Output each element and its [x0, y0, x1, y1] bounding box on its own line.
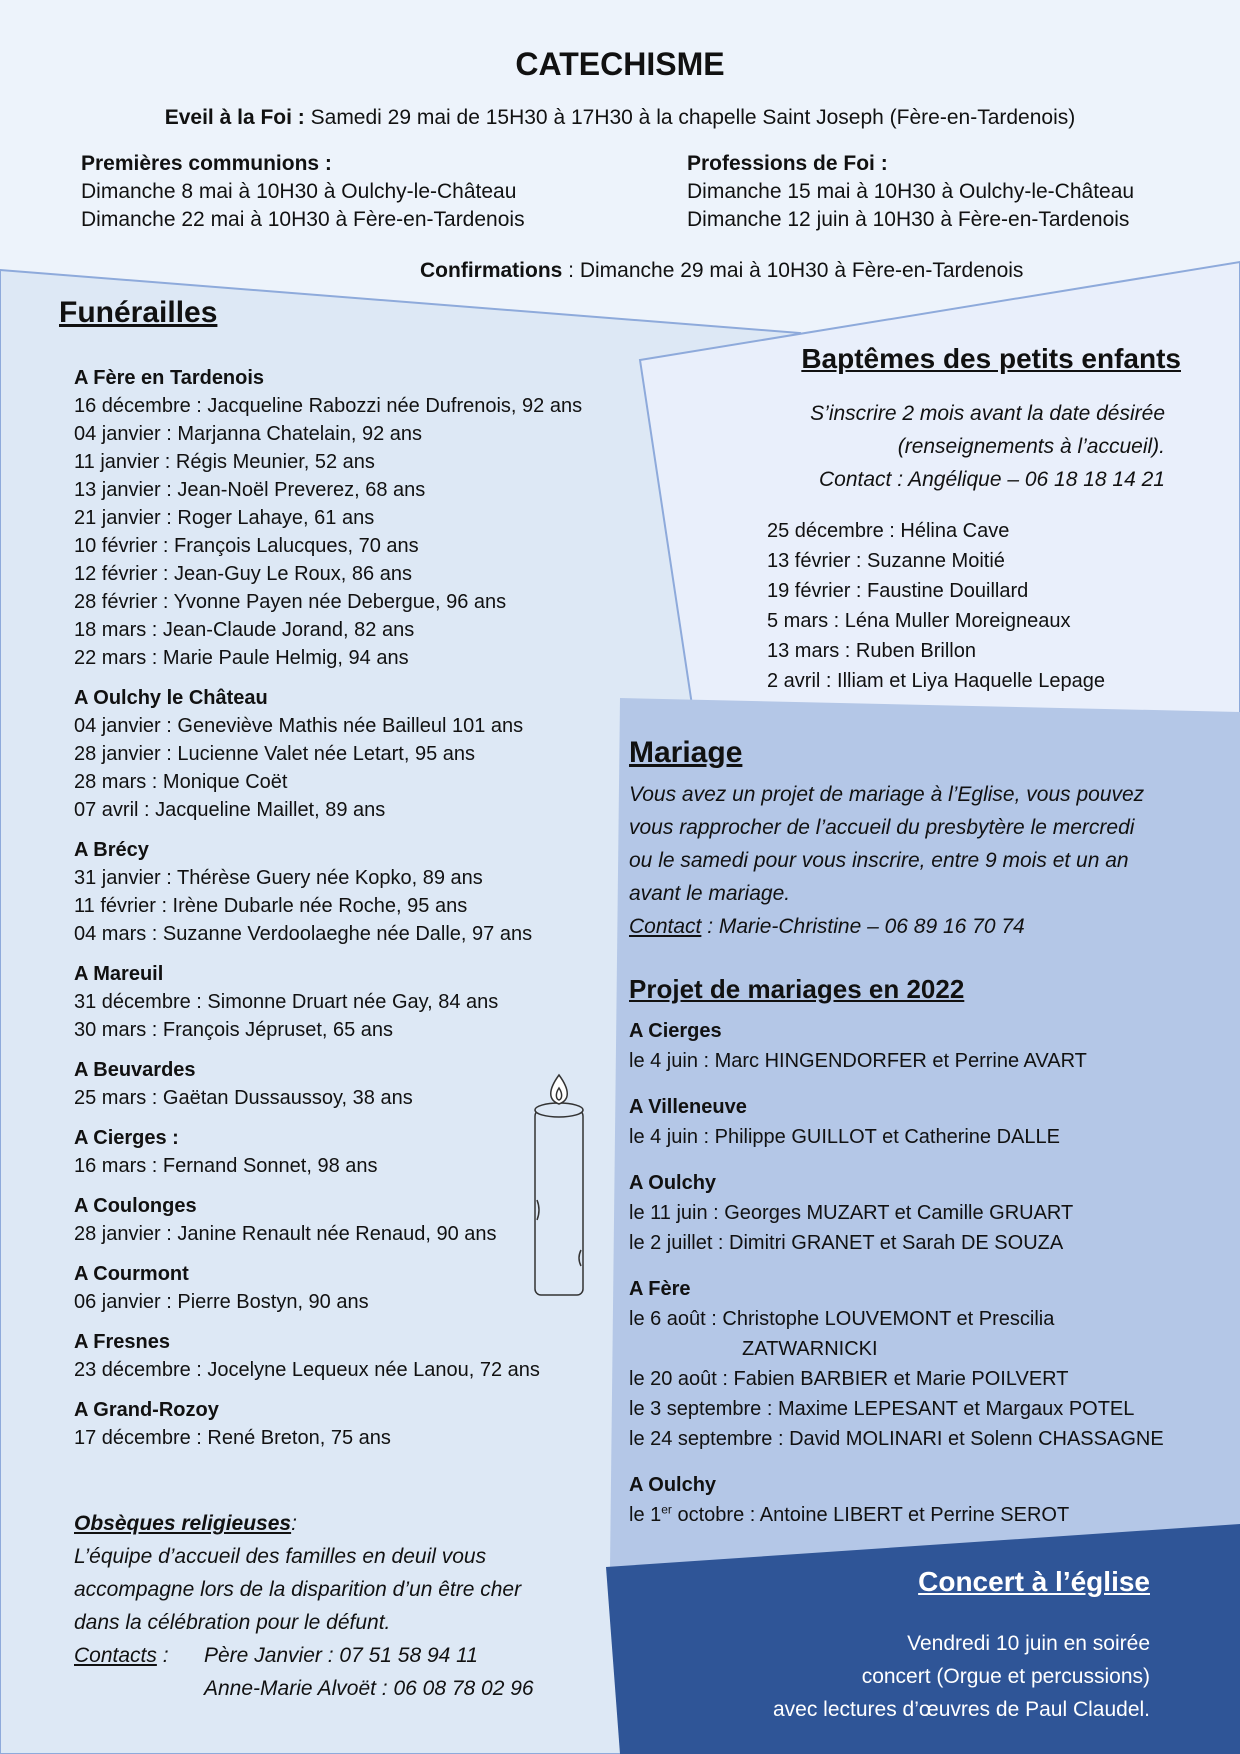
- mariage-text-line: vous rapprocher de l’accueil du presbytère le mercredi: [629, 816, 1135, 839]
- professions-label: Professions de Foi :: [687, 152, 888, 175]
- obseques-line: L’équipe d’accueil des familles en deuil vous: [74, 1545, 487, 1568]
- contacts-colon: :: [156, 1644, 169, 1667]
- eveil-label: Eveil à la Foi :: [164, 106, 305, 129]
- date-prefix: le 1: [629, 1504, 662, 1526]
- baptemes-info-line: S’inscrire 2 mois avant la date désirée: [810, 402, 1165, 425]
- mariage-contact: [629, 910, 1144, 943]
- catechisme-title: CATECHISME: [515, 46, 725, 82]
- projets-group: [629, 1274, 1164, 1454]
- group-place: A Oulchy: [629, 1474, 717, 1496]
- obseques-line: dans la célébration pour le défunt.: [74, 1611, 391, 1634]
- mariage-title: Mariage: [629, 736, 743, 769]
- list-item: 19 février : Faustine Douillard: [767, 580, 1029, 602]
- concert-line: avec lectures d’œuvres de Paul Claudel.: [772, 1698, 1150, 1721]
- group-place: A Coulonges: [74, 1195, 197, 1217]
- list-item: le 11 juin : Georges MUZART et Camille GRUART: [629, 1202, 1074, 1224]
- list-item: 2 avril : Illiam et Liya Haquelle Lepage: [767, 670, 1105, 692]
- funerailles-list: [74, 364, 582, 1464]
- baptemes-info: [700, 397, 1165, 496]
- funerailles-group: [74, 1124, 582, 1180]
- group-place: A Fère: [629, 1278, 691, 1300]
- group-place: A Grand-Rozoy: [74, 1399, 219, 1421]
- contact-line: Anne-Marie Alvoët : 06 08 78 02 96: [204, 1677, 534, 1700]
- list-item: 04 mars : Suzanne Verdoolaeghe née Dalle, 97 ans: [74, 923, 533, 945]
- group-place: A Brécy: [74, 839, 149, 861]
- list-item: le 20 août : Fabien BARBIER et Marie POILVERT: [629, 1368, 1069, 1390]
- list-item: 28 janvier : Janine Renault née Renaud, 90 ans: [74, 1223, 497, 1245]
- group-place: A Mareuil: [74, 963, 164, 985]
- baptemes-title: Baptêmes des petits enfants: [801, 343, 1181, 374]
- list-item: 11 février : Irène Dubarle née Roche, 95 ans: [74, 895, 468, 917]
- contacts-label: Contacts: [74, 1644, 157, 1667]
- communions-block: [81, 150, 525, 234]
- list-item: 31 janvier : Thérèse Guery née Kopko, 89 ans: [74, 867, 483, 889]
- eveil-line: [0, 104, 1240, 132]
- funerailles-group: [74, 684, 582, 824]
- list-item: 25 mars : Gaëtan Dussaussoy, 38 ans: [74, 1087, 413, 1109]
- projets-title: Projet de mariages en 2022: [629, 974, 965, 1004]
- concert-line: Vendredi 10 juin en soirée: [907, 1632, 1150, 1655]
- list-item: le 24 septembre : David MOLINARI et Solenn CHASSAGNE: [629, 1428, 1164, 1450]
- baptemes-list: [767, 516, 1105, 696]
- group-place: A Cierges :: [74, 1127, 179, 1149]
- date-rest: octobre : Antoine LIBERT et Perrine SEROT: [671, 1504, 1070, 1526]
- concert-text: [640, 1627, 1150, 1726]
- list-item: 25 décembre : Hélina Cave: [767, 520, 1010, 542]
- funerailles-group: [74, 1396, 582, 1452]
- list-item: 16 mars : Fernand Sonnet, 98 ans: [74, 1155, 378, 1177]
- group-place: A Cierges: [629, 1020, 722, 1042]
- concert-line: concert (Orgue et percussions): [861, 1665, 1150, 1688]
- list-item: 28 mars : Monique Coët: [74, 771, 288, 793]
- list-item: 22 mars : Marie Paule Helmig, 94 ans: [74, 647, 409, 669]
- obseques-line: accompagne lors de la disparition d’un être cher: [74, 1578, 522, 1601]
- confirmations-line: [420, 257, 1023, 285]
- obseques-block: [74, 1507, 534, 1705]
- projets-group: [629, 1016, 1164, 1076]
- group-place: A Fère en Tardenois: [74, 367, 265, 389]
- list-item: 13 février : Suzanne Moitié: [767, 550, 1005, 572]
- list-item: le 6 août : Christophe LOUVEMONT et Prescilia: [629, 1308, 1055, 1330]
- mariage-contact-text: : Marie-Christine – 06 89 16 70 74: [701, 915, 1025, 938]
- professions-block: [687, 150, 1134, 234]
- contact-line: Père Janvier : 07 51 58 94 11: [204, 1644, 478, 1667]
- concert-title: Concert à l’église: [918, 1566, 1150, 1597]
- list-item: 30 mars : François Jépruset, 65 ans: [74, 1019, 394, 1041]
- baptemes-info-line: (renseignements à l’accueil).: [897, 435, 1165, 458]
- ordinal-sup: er: [661, 1502, 672, 1517]
- mariage-text-line: ou le samedi pour vous inscrire, entre 9 mois et un an: [629, 849, 1129, 872]
- baptemes-info-line: Contact : Angélique – 06 18 18 14 21: [819, 468, 1165, 491]
- funerailles-group: [74, 1056, 582, 1112]
- list-item: 11 janvier : Régis Meunier, 52 ans: [74, 451, 375, 473]
- mariage-text-line: Vous avez un projet de mariage à l’Eglise, vous pouvez: [629, 783, 1145, 806]
- confirmations-label: Confirmations: [420, 259, 563, 282]
- list-item: le 4 juin : Marc HINGENDORFER et Perrine AVART: [629, 1050, 1087, 1072]
- group-place: A Courmont: [74, 1263, 189, 1285]
- funerailles-group: [74, 1192, 582, 1248]
- confirmations-text: : Dimanche 29 mai à 10H30 à Fère-en-Tardenois: [562, 259, 1024, 282]
- obseques-colon: :: [291, 1512, 297, 1535]
- list-item: 07 avril : Jacqueline Maillet, 89 ans: [74, 799, 386, 821]
- funerailles-group: [74, 1328, 582, 1384]
- obseques-heading: [74, 1507, 534, 1540]
- group-place: A Fresnes: [74, 1331, 170, 1353]
- funerailles-title: Funérailles: [59, 296, 218, 329]
- list-item: 13 janvier : Jean-Noël Preverez, 68 ans: [74, 479, 426, 501]
- list-item: 16 décembre : Jacqueline Rabozzi née Dufrenois, 92 ans: [74, 395, 583, 417]
- professions-line: Dimanche 12 juin à 10H30 à Fère-en-Tardenois: [687, 208, 1130, 231]
- funerailles-group: [74, 960, 582, 1044]
- list-item: ZATWARNICKI: [742, 1338, 878, 1360]
- group-place: A Beuvardes: [74, 1059, 196, 1081]
- list-item: 04 janvier : Marjanna Chatelain, 92 ans: [74, 423, 422, 445]
- list-item: 12 février : Jean-Guy Le Roux, 86 ans: [74, 563, 412, 585]
- communions-line: Dimanche 22 mai à 10H30 à Fère-en-Tardenois: [81, 208, 525, 231]
- funerailles-group: [74, 836, 582, 948]
- list-item: 13 mars : Ruben Brillon: [767, 640, 976, 662]
- list-item: 28 février : Yvonne Payen née Debergue, 96 ans: [74, 591, 507, 613]
- list-item: [629, 1500, 1164, 1530]
- projets-list: [629, 1016, 1164, 1542]
- mariage-text: [629, 778, 1144, 943]
- mariage-text-line: avant le mariage.: [629, 882, 791, 905]
- list-item: 04 janvier : Geneviève Mathis née Bailleul 101 ans: [74, 715, 524, 737]
- mariage-contact-label: Contact: [629, 915, 702, 938]
- group-place: A Oulchy: [629, 1172, 717, 1194]
- projets-group: [629, 1470, 1164, 1530]
- list-item: 06 janvier : Pierre Bostyn, 90 ans: [74, 1291, 369, 1313]
- list-item: 21 janvier : Roger Lahaye, 61 ans: [74, 507, 375, 529]
- list-item: 5 mars : Léna Muller Moreigneaux: [767, 610, 1071, 632]
- list-item: le 4 juin : Philippe GUILLOT et Catherine DALLE: [629, 1126, 1060, 1148]
- projets-group: [629, 1092, 1164, 1152]
- communions-line: Dimanche 8 mai à 10H30 à Oulchy-le-Château: [81, 180, 517, 203]
- professions-line: Dimanche 15 mai à 10H30 à Oulchy-le-Château: [687, 180, 1135, 203]
- list-item: 31 décembre : Simonne Druart née Gay, 84 ans: [74, 991, 499, 1013]
- obseques-title: Obsèques religieuses: [74, 1512, 292, 1535]
- list-item: 10 février : François Lalucques, 70 ans: [74, 535, 419, 557]
- list-item: 17 décembre : René Breton, 75 ans: [74, 1427, 391, 1449]
- eveil-text: Samedi 29 mai de 15H30 à 17H30 à la chapelle Saint Joseph (Fère-en-Tardenois): [304, 106, 1076, 129]
- group-place: A Oulchy le Château: [74, 687, 268, 709]
- list-item: 23 décembre : Jocelyne Lequeux née Lanou, 72 ans: [74, 1359, 540, 1381]
- group-place: A Villeneuve: [629, 1096, 747, 1118]
- list-item: 18 mars : Jean-Claude Jorand, 82 ans: [74, 619, 415, 641]
- list-item: le 3 septembre : Maxime LEPESANT et Margaux POTEL: [629, 1398, 1135, 1420]
- list-item: 28 janvier : Lucienne Valet née Letart, 95 ans: [74, 743, 476, 765]
- list-item: le 2 juillet : Dimitri GRANET et Sarah DE SOUZA: [629, 1232, 1064, 1254]
- contacts-row: [74, 1639, 534, 1672]
- funerailles-group: [74, 1260, 582, 1316]
- funerailles-group: [74, 364, 582, 672]
- communions-label: Premières communions :: [81, 152, 332, 175]
- projets-group: [629, 1168, 1164, 1258]
